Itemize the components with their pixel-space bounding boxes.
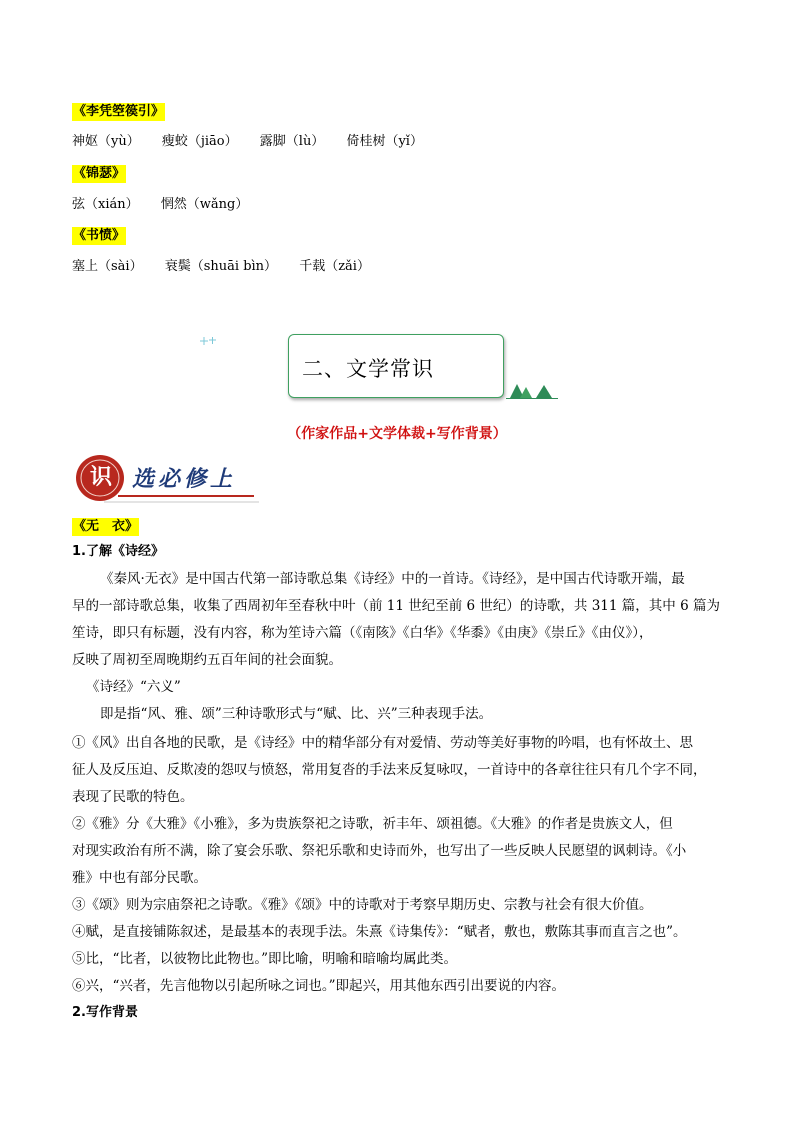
poem-title: 《无 衣》 [73,519,139,534]
subheading-1: 1.了解《诗经》 [72,544,164,559]
paragraph-line: 早的一部诗歌总集，收集了西周初年至春秋中叶（前 11 世纪至前 6 世纪）的诗歌，共 311 篇，其中 6 篇为 [72,598,720,614]
list-item: 弦（xián） [72,197,139,212]
paragraph-line: 反映了周初至周晚期约五百年间的社会面貌。 [72,652,342,668]
section-title-li-ping: 《李凭箜篌引》 [73,104,165,119]
list-item: 惘然（wǎng） [160,197,249,212]
list-item: 瘦蛟（jiāo） [161,134,238,149]
section-title-jin-se: 《锦瑟》 [73,166,126,181]
section-title-shu-fen: 《书愤》 [73,228,126,243]
banner-badge: 识 [89,464,112,490]
list-item: 衰鬓（shuāi bìn） [164,259,278,274]
point-line: ⑥兴，“兴者，先言他物以引起所咏之词也。”即起兴，用其他东西引出要说的内容。 [72,978,566,994]
pronunciation-list [72,196,266,214]
snowflake-icon [198,334,218,348]
subtitle: （作家作品+文学体裁+写作背景） [287,426,507,442]
tree-icon [506,381,558,399]
point-line: ④赋，是直接铺陈叙述，是最基本的表现手法。朱熹《诗集传》：“赋者，敷也，敷陈其事而直言之也”。 [72,924,687,940]
list-item: 塞上（sài） [72,259,143,274]
point-line: 对现实政治有所不满，除了宴会乐歌、祭祀乐歌和史诗而外，也写出了一些反映人民愿望的讽刺诗。《小 [72,843,687,859]
liuyi-intro: 即是指“风、雅、颂”三种诗歌形式与“赋、比、兴”三种表现手法。 [100,706,493,722]
point-line: 雅》中也有部分民歌。 [72,870,207,886]
point-line: 征人及反压迫、反欺凌的怨叹与愤怒，常用复沓的手法来反复咏叹，一首诗中的各章往往只有几个字不同， [72,762,707,778]
list-item: 露脚（lù） [259,134,325,149]
list-item: 千载（zǎi） [299,259,370,274]
pronunciation-list [72,133,441,151]
point-line: 表现了民歌的特色。 [72,789,194,805]
subheading-2: 2.写作背景 [72,1005,138,1020]
paragraph-line: 笙诗，即只有标题，没有内容，称为笙诗六篇（《南陔》《白华》《华黍》《由庚》《崇丘》《由仪》）， [72,625,653,641]
point-line: ③《颂》则为宗庙祭祀之诗歌。《雅》《颂》中的诗歌对于考察早期历史、宗教与社会有很大价值。 [72,897,653,913]
point-line: ②《雅》分《大雅》《小雅》，多为贵族祭祀之诗歌，祈丰年、颂祖德。《大雅》的作者是贵族文人，但 [72,816,673,832]
section-heading-box [288,334,504,398]
point-line: ①《风》出自各地的民歌，是《诗经》中的精华部分有对爱情、劳动等美好事物的吟唱，也有怀故土、思 [72,735,693,751]
paragraph-line: 《秦风·无衣》是中国古代第一部诗歌总集《诗经》中的一首诗。《诗经》，是中国古代诗歌开端，最 [100,571,685,587]
list-item: 神妪（yù） [72,134,140,149]
point-line: ⑤比，“比者，以彼物比此物也。”即比喻，明喻和暗喻均属此类。 [72,951,458,967]
banner-text: 选必修上 [132,466,237,492]
list-item: 倚桂树（yǐ） [346,134,423,149]
page-title: 二、文学常识 [302,357,434,381]
pronunciation-list [72,258,388,276]
liuyi-title: 《诗经》“六义” [86,679,181,695]
